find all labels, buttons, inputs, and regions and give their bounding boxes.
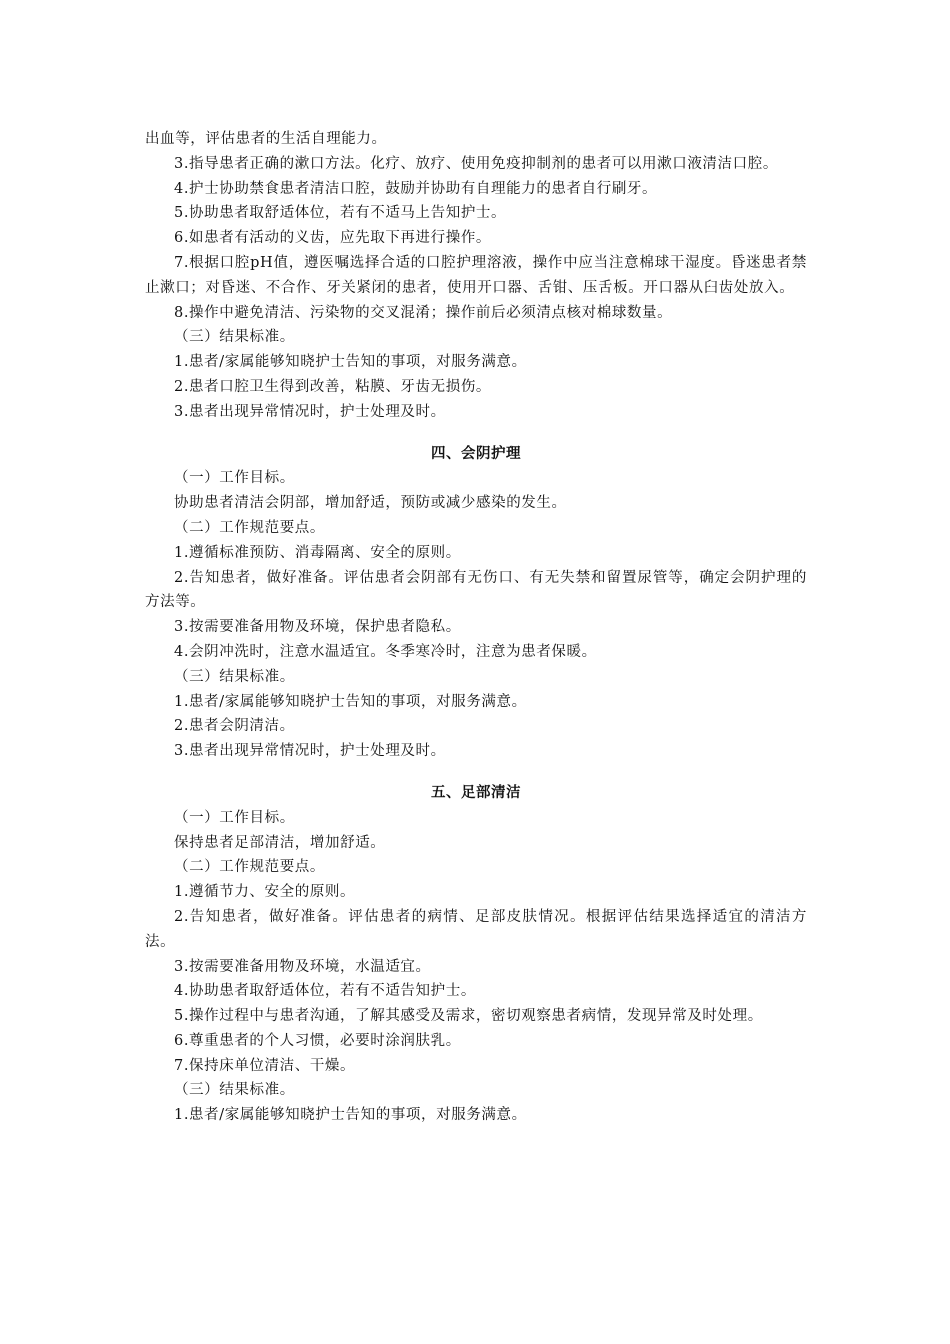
paragraph: 3.按需要准备用物及环境，保护患者隐私。: [174, 619, 461, 636]
section-title-perineal-care: 四、会阴护理: [431, 445, 521, 462]
paragraph: 1.遵循节力、安全的原则。: [174, 884, 356, 901]
paragraph: 6.如患者有活动的义齿，应先取下再进行操作。: [174, 230, 492, 247]
paragraph: 3.按需要准备用物及环境，水温适宜。: [174, 958, 431, 975]
paragraph: 8.操作中避免清洁、污染物的交叉混淆；操作前后必须清点核对棉球数量。: [174, 304, 673, 321]
paragraph: 1.患者/家属能够知晓护士告知的事项，对服务满意。: [174, 354, 527, 371]
subsection-heading: （二）工作规范要点。: [174, 859, 325, 876]
paragraph: 4.护士协助禁食患者清洁口腔，鼓励并协助有自理能力的患者自行刷牙。: [174, 180, 658, 197]
paragraph: 协助患者清洁会阴部，增加舒适，预防或减少感染的发生。: [174, 495, 567, 512]
subsection-heading: （三）结果标准。: [174, 668, 295, 685]
subsection-heading: （三）结果标准。: [174, 1082, 295, 1099]
paragraph: 4.协助患者取舒适体位，若有不适告知护士。: [174, 983, 476, 1000]
paragraph: 2.告知患者，做好准备。评估患者会阴部有无伤口、有无失禁和留置尿管等，确定会阴护理的方法等。: [145, 569, 807, 611]
paragraph: 7.保持床单位清洁、干燥。: [174, 1057, 356, 1074]
subsection-heading: （一）工作目标。: [174, 809, 295, 826]
paragraph: 3.患者出现异常情况时，护士处理及时。: [174, 743, 446, 760]
paragraph: 出血等，评估患者的生活自理能力。: [145, 131, 387, 147]
paragraph: 5.操作过程中与患者沟通，了解其感受及需求，密切观察患者病情，发现异常及时处理。: [174, 1008, 763, 1025]
paragraph: 保持患者足部清洁，增加舒适。: [174, 834, 386, 851]
paragraph: 2.告知患者，做好准备。评估患者的病情、足部皮肤情况。根据评估结果选择适宜的清洁方法。: [145, 908, 807, 950]
paragraph: 3.患者出现异常情况时，护士处理及时。: [174, 403, 446, 420]
paragraph: 2.患者口腔卫生得到改善，粘膜、牙齿无损伤。: [174, 378, 492, 395]
subsection-heading: （二）工作规范要点。: [174, 519, 325, 536]
paragraph: 6.尊重患者的个人习惯，必要时涂润肤乳。: [174, 1032, 461, 1049]
paragraph: 3.指导患者正确的漱口方法。化疗、放疗、使用免疫抑制剂的患者可以用漱口液清洁口腔。: [174, 155, 778, 172]
subsection-heading: （三）结果标准。: [174, 329, 295, 346]
paragraph: 7.根据口腔pH值，遵医嘱选择合适的口腔护理溶液，操作中应当注意棉球干湿度。昏迷患者禁止漱口；对昏迷、不合作、牙关紧闭的患者，使用开口器、舌钳、压舌板。开口器从臼齿处放入。: [145, 254, 807, 296]
paragraph: 4.会阴冲洗时，注意水温适宜。冬季寒冷时，注意为患者保暖。: [174, 643, 597, 660]
paragraph: 2.患者会阴清洁。: [174, 718, 295, 735]
paragraph: 1.遵循标准预防、消毒隔离、安全的原则。: [174, 544, 461, 561]
section-title-foot-cleaning: 五、足部清洁: [431, 784, 521, 801]
paragraph: 1.患者/家属能够知晓护士告知的事项，对服务满意。: [174, 693, 527, 710]
paragraph: 5.协助患者取舒适体位，若有不适马上告知护士。: [174, 205, 507, 222]
subsection-heading: （一）工作目标。: [174, 470, 295, 487]
document-page: [145, 127, 807, 1128]
paragraph: 1.患者/家属能够知晓护士告知的事项，对服务满意。: [174, 1107, 527, 1124]
